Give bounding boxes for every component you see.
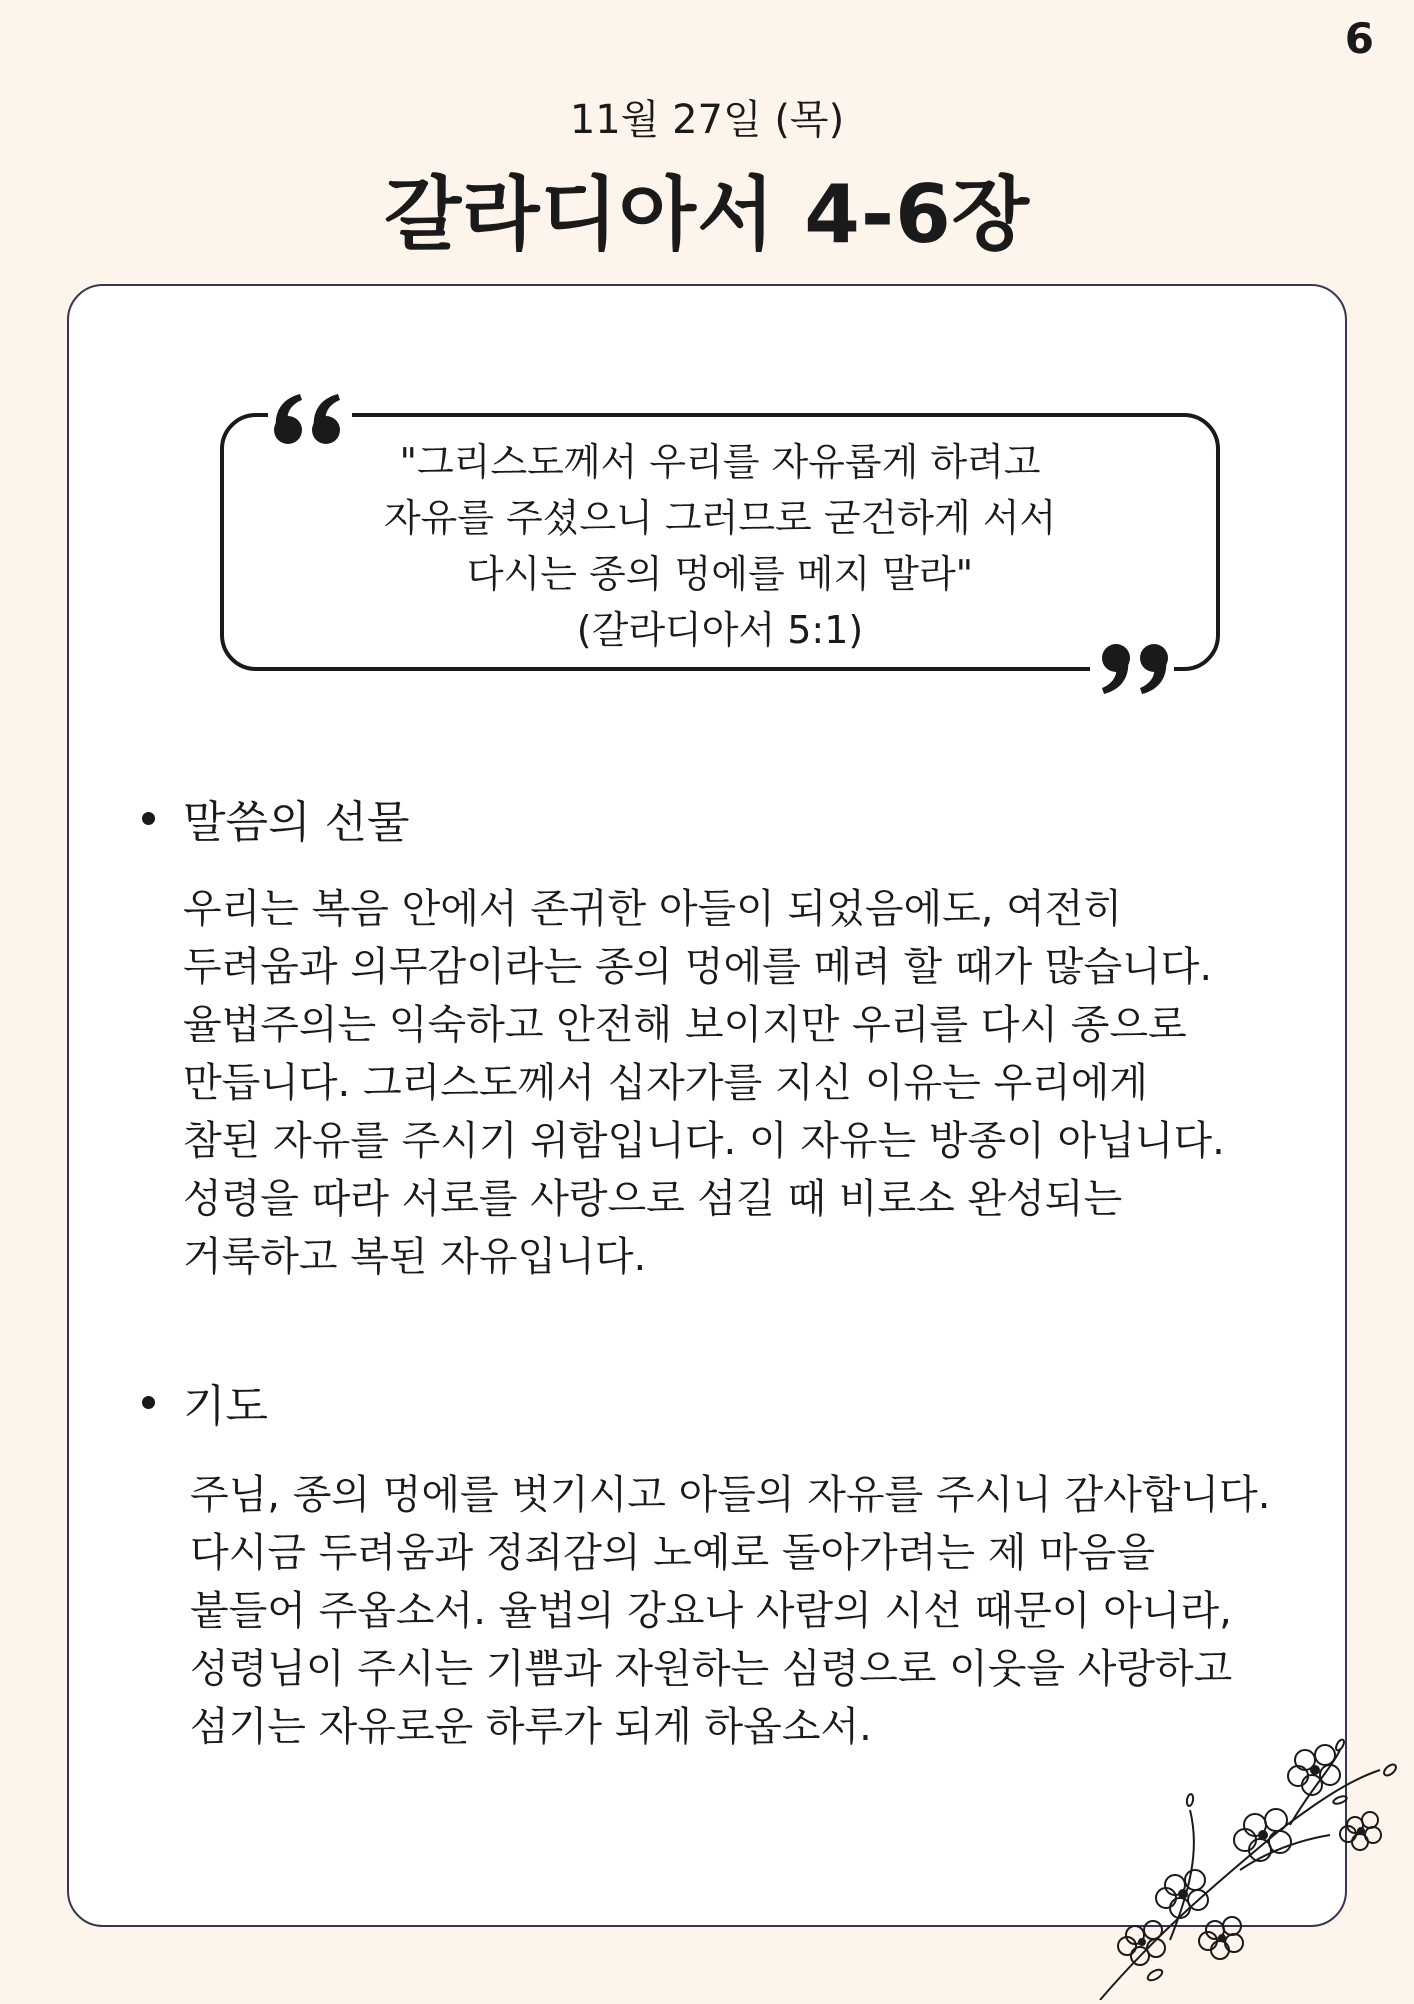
paragraph-line: 섬기는 자유로운 하루가 되게 하옵소서. xyxy=(190,1704,872,1750)
quote-line: 자유를 주셨으니 그러므로 굳건하게 서서 xyxy=(383,496,1057,540)
prayer-paragraph xyxy=(190,1466,1270,1756)
bullet-icon xyxy=(142,1396,155,1409)
date-heading: 11월 27일 (목) xyxy=(569,97,845,143)
paragraph-line: 율법주의는 익숙하고 안전해 보이지만 우리를 다시 종으로 xyxy=(183,1002,1187,1048)
bullet-icon xyxy=(142,812,155,825)
page-title: 갈라디아서 4-6장 xyxy=(383,168,1031,261)
paragraph-line: 다시금 두려움과 정죄감의 노예로 돌아가려는 제 마음을 xyxy=(190,1530,1156,1576)
flower-branch-icon xyxy=(1040,1730,1414,2000)
paragraph-line: 주님, 종의 멍에를 벗기시고 아들의 자유를 주시니 감사합니다. xyxy=(190,1472,1271,1518)
paragraph-line: 우리는 복음 안에서 존귀한 아들이 되었음에도, 여전히 xyxy=(183,886,1123,932)
quote-line: "그리스도께서 우리를 자유롭게 하려고 xyxy=(399,440,1041,484)
paragraph-line: 만듭니다. 그리스도께서 십자가를 지신 이유는 우리에게 xyxy=(183,1060,1149,1106)
paragraph-line: 거룩하고 복된 자유입니다. xyxy=(183,1234,647,1280)
paragraph-line: 성령을 따라 서로를 사랑으로 섬길 때 비로소 완성되는 xyxy=(183,1176,1123,1222)
paragraph-line: 참된 자유를 주시기 위함입니다. 이 자유는 방종이 아닙니다. xyxy=(183,1118,1225,1164)
section-heading-gift xyxy=(142,786,410,850)
paragraph-line: 두려움과 의무감이라는 종의 멍에를 메려 할 때가 많습니다. xyxy=(183,944,1213,990)
paragraph-line: 붙들어 주옵소서. 율법의 강요나 사람의 시선 때문이 아니라, xyxy=(190,1588,1232,1634)
quote-reference: (갈라디아서 5:1) xyxy=(576,608,864,652)
paragraph-line: 성령님이 주시는 기쁨과 자원하는 심령으로 이웃을 사랑하고 xyxy=(190,1646,1233,1692)
section-heading-label: 기도 xyxy=(183,1381,269,1432)
scripture-quote xyxy=(230,434,1210,658)
section-heading-label: 말씀의 선물 xyxy=(183,797,410,848)
gift-paragraph xyxy=(183,880,1225,1286)
page-number: 6 xyxy=(1344,14,1374,63)
section-heading-prayer xyxy=(142,1370,268,1434)
quote-line: 다시는 종의 멍에를 메지 말라" xyxy=(466,552,974,596)
